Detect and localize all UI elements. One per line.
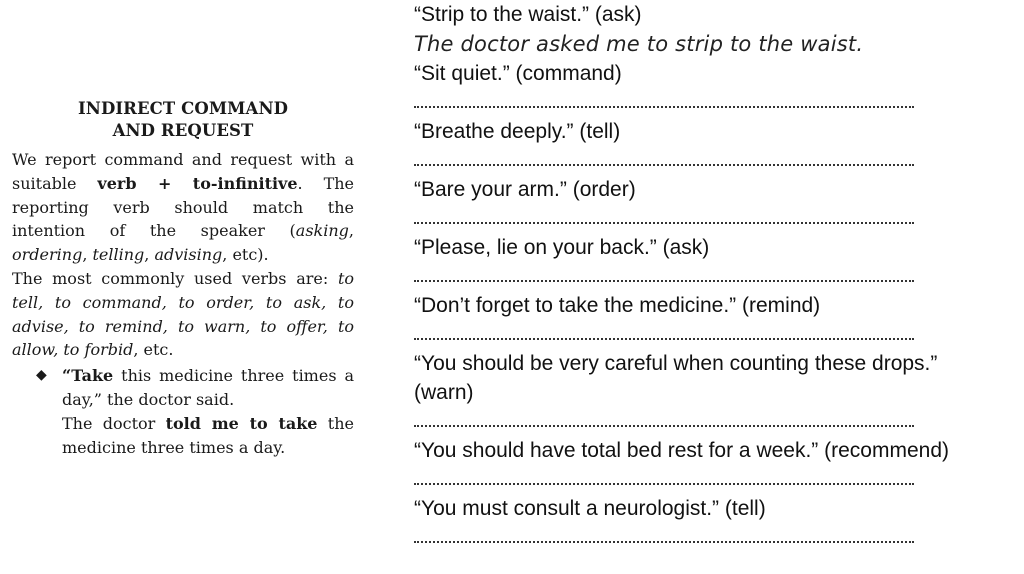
rule-italic-text: telling	[92, 245, 145, 265]
rule-title-line-1: INDIRECT COMMAND	[77, 99, 289, 118]
exercise-item	[414, 175, 1024, 233]
exercise-prompt: “Please, lie on your back.” (ask)	[414, 236, 710, 259]
rule-text: ,	[348, 221, 354, 241]
example-bold-text: Take	[71, 366, 114, 386]
handwritten-answer: The doctor asked me to strip to the waist.	[414, 32, 864, 56]
exercise-item	[414, 349, 1024, 436]
rule-text: ,	[82, 245, 93, 265]
rule-text: The most commonly used verbs are:	[12, 268, 338, 288]
example-quote	[62, 364, 354, 412]
rule-bold-text: verb + to-infinitive	[97, 173, 298, 193]
rule-italic-text: asking	[295, 221, 349, 241]
answer-blank-line[interactable]	[414, 407, 914, 436]
rule-italic-text: advising	[154, 245, 223, 265]
rule-paragraph-2	[12, 267, 354, 362]
exercise-prompt: “You should be very careful when counting these drops.”	[414, 352, 938, 375]
exercise-item	[414, 436, 1024, 494]
example-reported	[62, 412, 354, 460]
rule-italic-text: to tell, to command, to order, to ask, to advise, to remind, to warn, to offer, to allow, to forbid	[12, 268, 354, 360]
rule-text: ,	[144, 245, 155, 265]
example-quote-mark: “	[62, 366, 72, 386]
rule-text: We report command and request with a suitable	[12, 150, 354, 193]
exercise-prompt: “Bare your arm.” (order)	[414, 178, 636, 201]
answer-blank-line[interactable]	[414, 146, 914, 175]
exercise-prompt: “Breathe deeply.” (tell)	[414, 120, 621, 143]
exercise-prompt: “Don’t forget to take the medicine.” (remind)	[414, 294, 821, 317]
rule-text: , etc.	[133, 340, 174, 360]
exercise-prompt: “You must consult a neurologist.” (tell)	[414, 497, 766, 520]
grammar-rule-panel	[12, 98, 354, 459]
rule-italic-text: ordering	[12, 245, 83, 265]
rule-example	[12, 364, 354, 459]
exercise-item	[414, 117, 1024, 175]
exercise-item	[414, 59, 1024, 117]
example-text: the medicine three times a day.	[62, 413, 355, 457]
answer-blank-line[interactable]	[414, 262, 914, 291]
exercise-prompt: “Sit quiet.” (command)	[414, 62, 622, 85]
exercise-prompt: “Strip to the waist.” (ask)	[414, 3, 642, 26]
example-text: this medicine three times a day,” the doctor said.	[62, 366, 354, 409]
exercise-item	[414, 494, 1024, 552]
exercise-prompt-cue: (warn)	[414, 381, 474, 404]
example-text: The doctor	[62, 413, 166, 433]
exercise-list	[414, 0, 1024, 552]
rule-paragraph-1	[12, 148, 354, 267]
exercise-item	[414, 233, 1024, 291]
diamond-bullet-icon: ◆	[36, 367, 47, 384]
answer-blank-line[interactable]	[414, 320, 914, 349]
exercise-prompt: “You should have total bed rest for a week.” (recommend)	[414, 439, 949, 462]
rule-title-line-2: AND REQUEST	[112, 121, 254, 140]
example-bold-text: told me to take	[165, 413, 318, 433]
rule-text: , etc).	[222, 245, 269, 265]
answer-blank-line[interactable]	[414, 88, 914, 117]
rule-text: . The reporting verb should match the intention of the speaker (	[12, 173, 355, 241]
answer-blank-line[interactable]	[414, 204, 914, 233]
answer-blank-line[interactable]	[414, 523, 914, 552]
exercise-item	[414, 0, 1024, 59]
answer-blank-line[interactable]	[414, 465, 914, 494]
rule-title	[12, 98, 354, 142]
exercise-item	[414, 291, 1024, 349]
